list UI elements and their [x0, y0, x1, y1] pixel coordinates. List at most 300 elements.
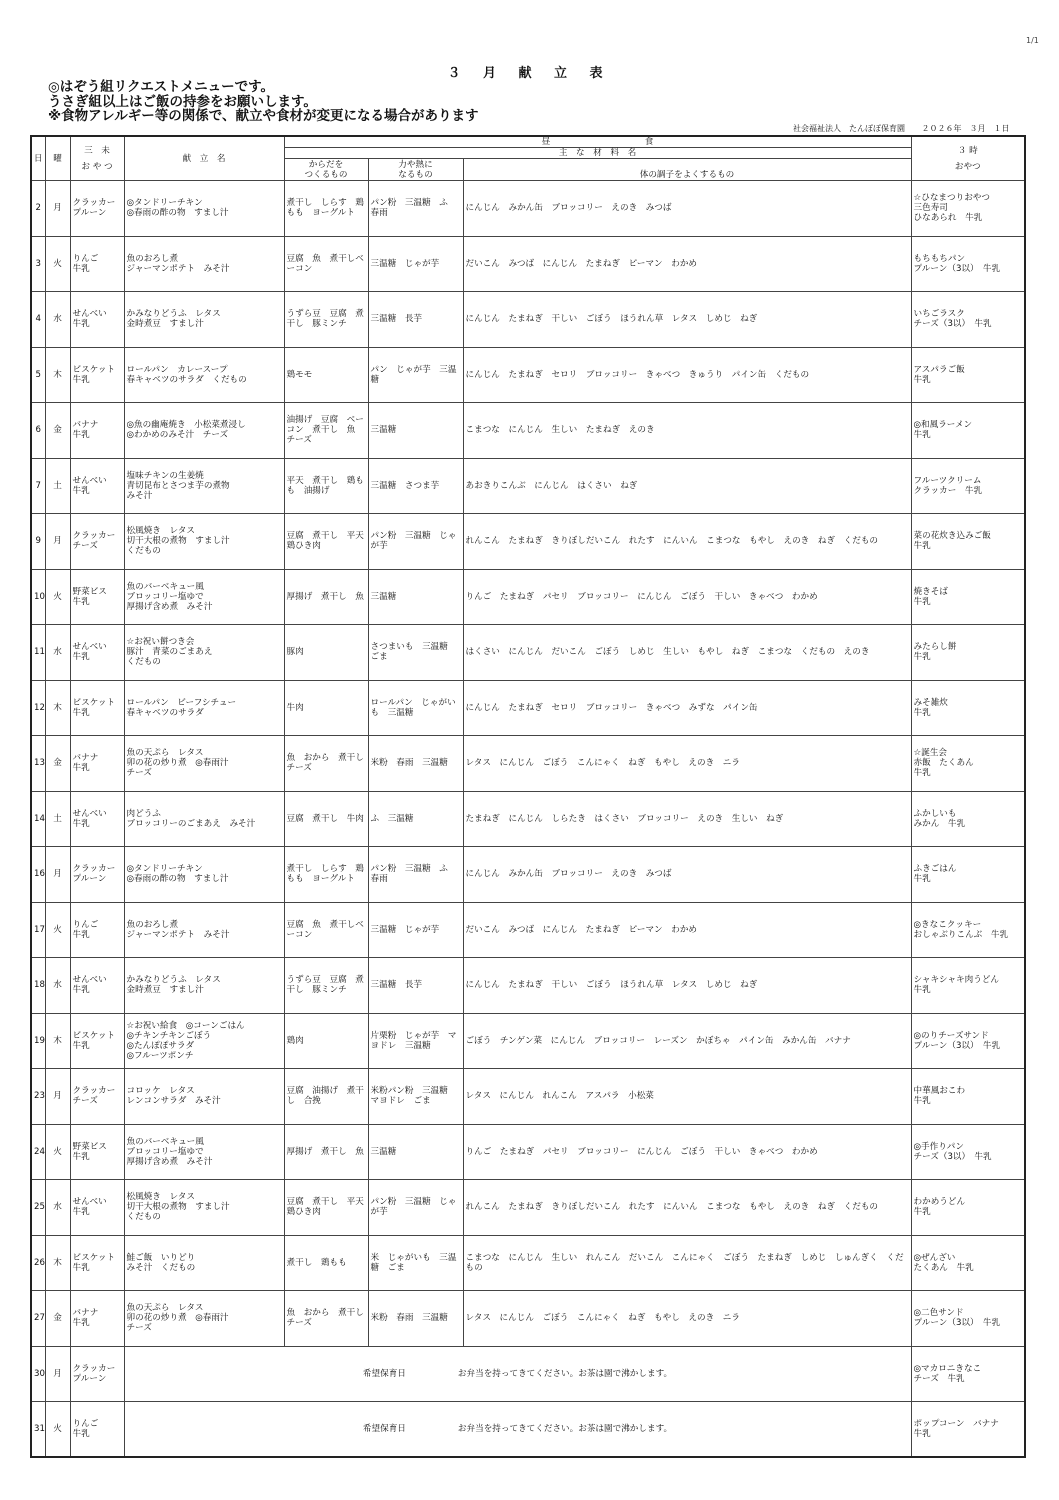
menu-line: 松風焼き レタス [126, 1192, 195, 1203]
day-cell: 17 [31, 902, 45, 958]
header-energy-line1: 力や熱に [398, 159, 433, 170]
snack-pm-line: 牛乳 [913, 1207, 931, 1218]
energy-ingredients-cell: さつまいも 三温糖 ごま [368, 625, 463, 681]
day-cell: 9 [31, 514, 45, 570]
table-row [31, 958, 1025, 1014]
menu-table [30, 135, 1026, 1458]
menu-cell [124, 1124, 284, 1180]
menu-line: ブロッコリーのごまあえ みそ汁 [126, 818, 256, 829]
table-row [31, 1013, 1025, 1069]
snack-am-cell [70, 1124, 124, 1180]
body-ingredients-cell: 鶏肉 [284, 1013, 368, 1069]
snack-am-line: せんべい [72, 975, 107, 986]
note-line: ※食物アレルギー等の関係で、献立や食材が変更になる場合があります [48, 108, 479, 124]
snack-am-cell [70, 292, 124, 348]
menu-cell [124, 1235, 284, 1291]
body-ingredients-cell: うずら豆 豆腐 煮干し 豚ミンチ [284, 958, 368, 1014]
weekday-cell: 木 [45, 1235, 70, 1291]
snack-pm-line: ☆ひなまつりおやつ [913, 193, 990, 204]
notes [48, 80, 478, 124]
snack-am-cell [70, 736, 124, 792]
snack-pm-cell [911, 569, 1025, 625]
body-ingredients-cell: 煮干し しらす 鶏もも ヨーグルト [284, 847, 368, 903]
snack-pm-line: みそ雑炊 [913, 697, 948, 708]
snack-am-cell [70, 569, 124, 625]
organization-name: 社会福祉法人 たんぽぽ保育園 [793, 124, 905, 133]
snack-pm-cell [911, 1346, 1025, 1402]
table-row [31, 1235, 1025, 1291]
note-line: ◎はぞう組リクエストメニューです。 [48, 79, 275, 95]
table-row [31, 458, 1025, 514]
snack-pm-line: アスパラご飯 [913, 364, 965, 375]
menu-line: 魚のバーベキュー風 [126, 1136, 204, 1147]
table-row [31, 736, 1025, 792]
snack-am-line: 牛乳 [72, 1318, 90, 1329]
menu-line: レンコンサラダ みそ汁 [126, 1096, 221, 1107]
table-row [31, 1291, 1025, 1347]
energy-ingredients-cell: 三温糖 [368, 1124, 463, 1180]
menu-cell [124, 791, 284, 847]
snack-pm-line: 焼きそば [913, 586, 948, 597]
menu-line: ◎わかめのみそ汁 チーズ [126, 430, 229, 441]
body-ingredients-cell: 牛肉 [284, 680, 368, 736]
day-cell: 5 [31, 347, 45, 403]
snack-am-line: 牛乳 [72, 263, 90, 274]
snack-am-line: 野菜ビス [72, 1141, 107, 1152]
menu-line: ロールパン カレースープ [126, 364, 228, 375]
menu-line: ジャーマンポテト みそ汁 [126, 263, 230, 274]
menu-line: かみなりどうふ レタス [126, 309, 221, 320]
snack-pm-cell [911, 1124, 1025, 1180]
body-ingredients-cell: 豆腐 魚 煮干しベーコン [284, 236, 368, 292]
snack-am-line: クラッカー [72, 198, 116, 209]
body-ingredients-cell: 平天 煮干し 鶏もも 油揚げ [284, 458, 368, 514]
day-cell: 16 [31, 847, 45, 903]
header-energy-line2: なるもの [398, 169, 433, 180]
snack-pm-line: 牛乳 [913, 430, 931, 441]
weekday-cell: 火 [45, 569, 70, 625]
snack-am-line: りんご [72, 1419, 99, 1429]
snack-pm-cell [911, 1235, 1025, 1291]
table-row [31, 847, 1025, 903]
condition-ingredients-cell: ごぼう チンゲン菜 にんじん ブロッコリー レーズン かぼちゃ パイン缶 みかん缶 バナナ [463, 1013, 911, 1069]
menu-cell [124, 236, 284, 292]
snack-am-line: バナナ [72, 420, 99, 431]
weekday-cell: 土 [45, 458, 70, 514]
menu-line: 卯の花の炒り煮 ◎春雨汁 [126, 758, 229, 769]
menu-line: 厚揚げ含め煮 みそ汁 [126, 1156, 213, 1167]
header-snack-pm [911, 136, 1025, 181]
snack-pm-line: 菜の花炊き込みご飯 [913, 531, 991, 542]
body-ingredients-cell: 豆腐 煮干し 牛肉 [284, 791, 368, 847]
condition-ingredients-cell: りんご たまねぎ パセリ ブロッコリー にんじん ごぼう 干しい きゃべつ わかめ [463, 569, 911, 625]
menu-line: 塩味チキンの生姜焼 [126, 470, 204, 481]
snack-pm-line: いちごラスク [913, 309, 965, 320]
snack-pm-line: 牛乳 [913, 652, 931, 663]
energy-ingredients-cell: 米 じゃがいも 三温糖 ごま [368, 1235, 463, 1291]
energy-ingredients-cell: 片栗粉 じゃが芋 マヨドレ 三温糖 [368, 1013, 463, 1069]
hope-day-label: 希望保育日 [362, 1368, 406, 1379]
condition-ingredients-cell: りんご たまねぎ パセリ ブロッコリー にんじん ごぼう 干しい きゃべつ わかめ [463, 1124, 911, 1180]
menu-cell [124, 569, 284, 625]
energy-ingredients-cell: 米粉 春雨 三温糖 [368, 1291, 463, 1347]
snack-pm-line: ポップコーン バナナ [913, 1419, 999, 1429]
snack-pm-line: ◎マカロニきなこ [913, 1363, 982, 1374]
body-ingredients-cell: 厚揚げ 煮干し 魚 [284, 569, 368, 625]
day-cell: 2 [31, 181, 45, 237]
energy-ingredients-cell: 三温糖 さつま芋 [368, 458, 463, 514]
energy-ingredients-cell: パン じゃが芋 三温糖 [368, 347, 463, 403]
body-ingredients-cell: 豆腐 煮干し 平天 鶏ひき肉 [284, 514, 368, 570]
snack-pm-line: ◎二色サンド [913, 1308, 964, 1319]
snack-pm-line: 赤飯 たくあん [913, 758, 974, 769]
snack-pm-line: ふかしいも [913, 808, 957, 819]
snack-am-line: ビスケット [72, 1030, 116, 1041]
snack-am-cell [70, 1069, 124, 1125]
snack-am-cell [70, 181, 124, 237]
snack-am-cell [70, 347, 124, 403]
header-body [284, 159, 368, 181]
condition-ingredients-cell: だいこん みつば にんじん たまねぎ ピーマン わかめ [463, 236, 911, 292]
snack-pm-line: 牛乳 [913, 541, 931, 552]
day-cell: 19 [31, 1013, 45, 1069]
snack-am-line: ビスケット [72, 1252, 116, 1263]
menu-cell [124, 292, 284, 348]
snack-am-line: 牛乳 [72, 929, 90, 940]
energy-ingredients-cell: 米粉 春雨 三温糖 [368, 736, 463, 792]
weekday-cell: 水 [45, 1180, 70, 1236]
table-row [31, 791, 1025, 847]
menu-line: ◎春雨の酢の物 すまし汁 [126, 208, 229, 219]
snack-am-cell [70, 514, 124, 570]
snack-pm-line: ◎手作りパン [913, 1141, 964, 1152]
snack-pm-cell [911, 791, 1025, 847]
weekday-cell: 月 [45, 847, 70, 903]
table-row [31, 181, 1025, 237]
snack-am-line: 牛乳 [72, 596, 90, 607]
snack-am-line: りんご [72, 919, 99, 930]
body-ingredients-cell: 豚肉 [284, 625, 368, 681]
menu-line: ジャーマンポテト みそ汁 [126, 929, 230, 940]
table-row [31, 902, 1025, 958]
energy-ingredients-cell: パン粉 三温糖 ふ 春雨 [368, 181, 463, 237]
snack-pm-line: みかん 牛乳 [913, 818, 966, 829]
issue-date: ２０２６年 ３月 １日 [921, 124, 1010, 133]
snack-am-cell [70, 458, 124, 514]
condition-ingredients-cell: れんこん たまねぎ きりぼしだいこん れたす にんいん こまつな もやし えのき ねぎ くだもの [463, 1180, 911, 1236]
snack-pm-line: プルーン（3以） 牛乳 [913, 263, 1001, 274]
snack-am-line: プルーン [72, 1373, 107, 1384]
energy-ingredients-cell: 三温糖 [368, 569, 463, 625]
snack-pm-cell [911, 847, 1025, 903]
condition-ingredients-cell: にんじん たまねぎ セロリ ブロッコリー きゃべつ みずな パイン缶 [463, 680, 911, 736]
snack-pm-line: 牛乳 [913, 1096, 931, 1107]
condition-ingredients-cell: にんじん みかん缶 ブロッコリー えのき みつば [463, 181, 911, 237]
menu-line: ◎春雨の酢の物 すまし汁 [126, 874, 229, 885]
snack-pm-cell [911, 1069, 1025, 1125]
snack-pm-line: チーズ（3以） 牛乳 [913, 1151, 992, 1162]
menu-cell [124, 1291, 284, 1347]
condition-ingredients-cell: こまつな にんじん 生しい れんこん だいこん こんにゃく ごぼう たまねぎ しめじ しゅんぎく くだもの [463, 1235, 911, 1291]
menu-cell [124, 514, 284, 570]
snack-am-line: せんべい [72, 642, 107, 653]
table-row [31, 292, 1025, 348]
snack-am-line: 野菜ビス [72, 586, 107, 597]
snack-pm-line: おしゃぶりこんぶ 牛乳 [913, 929, 1009, 940]
menu-line: 切干大根の煮物 すまし汁 [126, 536, 230, 547]
hope-day-cell [124, 1402, 911, 1458]
snack-am-line: バナナ [72, 753, 99, 764]
snack-pm-line: 牛乳 [913, 768, 931, 779]
menu-line: ☆お祝い給食 ◎コーンごはん [126, 1020, 245, 1031]
snack-pm-line: シャキシャキ肉うどん [913, 975, 1000, 986]
snack-am-line: 牛乳 [72, 818, 90, 829]
menu-cell [124, 1180, 284, 1236]
snack-am-cell [70, 236, 124, 292]
energy-ingredients-cell: パン粉 三温糖 ふ 春雨 [368, 847, 463, 903]
table-row [31, 514, 1025, 570]
body-ingredients-cell: 魚 おから 煮干し チーズ [284, 1291, 368, 1347]
snack-pm-cell [911, 236, 1025, 292]
snack-pm-line: プルーン（3以） 牛乳 [913, 1318, 1001, 1329]
snack-am-line: せんべい [72, 309, 107, 320]
snack-am-line: せんべい [72, 1197, 107, 1208]
body-ingredients-cell: 豆腐 魚 煮干しベーコン [284, 902, 368, 958]
snack-am-line: チーズ [72, 1096, 98, 1107]
snack-pm-line: ひなあられ 牛乳 [913, 213, 983, 224]
snack-pm-cell [911, 458, 1025, 514]
snack-pm-line: 牛乳 [913, 985, 931, 996]
hope-day-text: お弁当を持ってきてください。お茶は園で沸かします。 [457, 1368, 673, 1379]
body-ingredients-cell: 油揚げ 豆腐 ベーコン 煮干し 魚 チーズ [284, 403, 368, 459]
table-row [31, 403, 1025, 459]
condition-ingredients-cell: こまつな にんじん 生しい たまねぎ えのき [463, 403, 911, 459]
snack-am-line: 牛乳 [72, 485, 90, 496]
weekday-cell: 木 [45, 347, 70, 403]
header-day: 日 [31, 136, 45, 181]
hope-day-cell [124, 1346, 911, 1402]
snack-am-line: 牛乳 [72, 763, 90, 774]
snack-am-cell [70, 1180, 124, 1236]
header-snack-pm-top: ３ 時 [957, 145, 978, 156]
snack-pm-line: ◎きなこクッキー [913, 919, 982, 930]
table-row [31, 625, 1025, 681]
snack-am-line: クラッカー [72, 531, 116, 542]
snack-am-cell [70, 847, 124, 903]
menu-line: 金時煮豆 すまし汁 [126, 319, 204, 330]
header-energy [368, 159, 463, 181]
snack-am-line: ビスケット [72, 697, 116, 708]
snack-pm-line: 三色寿司 [913, 203, 948, 214]
menu-line: 魚のおろし煮 [126, 919, 179, 930]
snack-pm-line: ふきごはん [913, 864, 957, 875]
snack-pm-line: ☆誕生会 [913, 748, 948, 759]
energy-ingredients-cell: 三温糖 じゃが芋 [368, 236, 463, 292]
energy-ingredients-cell: 三温糖 長芋 [368, 292, 463, 348]
menu-line: 厚揚げ含め煮 みそ汁 [126, 601, 213, 612]
snack-pm-cell [911, 1402, 1025, 1458]
menu-line: ロールパン ビーフシチュー [126, 697, 237, 708]
snack-am-cell [70, 680, 124, 736]
snack-pm-line: 中華風おこわ [913, 1086, 966, 1097]
menu-cell [124, 1069, 284, 1125]
body-ingredients-cell: 豆腐 煮干し 平天 鶏ひき肉 [284, 1180, 368, 1236]
condition-ingredients-cell: にんじん たまねぎ セロリ ブロッコリー きゃべつ きゅうり パイン缶 くだもの [463, 347, 911, 403]
snack-pm-line: わかめうどん [913, 1197, 966, 1208]
table-row [31, 1402, 1025, 1458]
snack-pm-line: みたらし餅 [913, 642, 957, 653]
snack-am-line: 牛乳 [72, 1207, 90, 1218]
body-ingredients-cell: うずら豆 豆腐 煮干し 豚ミンチ [284, 292, 368, 348]
menu-line: ◎タンドリーチキン [126, 864, 203, 875]
snack-pm-cell [911, 680, 1025, 736]
day-cell: 13 [31, 736, 45, 792]
snack-pm-line: ◎のりチーズサンド [913, 1030, 989, 1041]
header-menu: 献 立 名 [124, 136, 284, 181]
menu-line: 魚の天ぷら レタス [126, 748, 204, 759]
table-row [31, 347, 1025, 403]
condition-ingredients-cell: あおきりこんぶ にんじん はくさい ねぎ [463, 458, 911, 514]
day-cell: 31 [31, 1402, 45, 1458]
weekday-cell: 金 [45, 1291, 70, 1347]
menu-line: みそ汁 [126, 490, 153, 501]
snack-pm-line: 牛乳 [913, 374, 931, 385]
header-condition-spacer [463, 159, 911, 170]
snack-pm-cell [911, 403, 1025, 459]
menu-line: くだもの [126, 1212, 161, 1223]
snack-am-cell [70, 958, 124, 1014]
snack-pm-cell [911, 625, 1025, 681]
weekday-cell: 木 [45, 680, 70, 736]
table-row [31, 236, 1025, 292]
snack-am-line: 牛乳 [72, 1262, 90, 1273]
snack-am-cell [70, 902, 124, 958]
snack-am-line: クラッカー [72, 864, 116, 875]
menu-rows [31, 181, 1025, 1458]
energy-ingredients-cell: 三温糖 [368, 403, 463, 459]
day-cell: 26 [31, 1235, 45, 1291]
header-lunch: 昼 食 [284, 136, 911, 148]
menu-cell [124, 736, 284, 792]
note-line: うさぎ組以上はご飯の持参をお願いします。 [48, 93, 317, 110]
weekday-cell: 火 [45, 236, 70, 292]
weekday-cell: 水 [45, 625, 70, 681]
snack-am-line: 牛乳 [72, 707, 90, 718]
energy-ingredients-cell: 米粉パン粉 三温糖 マヨドレ ごま [368, 1069, 463, 1125]
menu-cell [124, 458, 284, 514]
condition-ingredients-cell: にんじん みかん缶 ブロッコリー えのき みつば [463, 847, 911, 903]
snack-am-cell [70, 1235, 124, 1291]
snack-pm-cell [911, 514, 1025, 570]
menu-line: 松風焼き レタス [126, 526, 195, 537]
weekday-cell: 水 [45, 292, 70, 348]
menu-line: ◎フルーツポンチ [126, 1050, 194, 1061]
snack-am-cell [70, 625, 124, 681]
menu-line: 春キャベツのサラダ [126, 707, 204, 718]
hope-day-text: お弁当を持ってきてください。お茶は園で沸かします。 [457, 1424, 673, 1434]
condition-ingredients-cell: れんこん たまねぎ きりぼしだいこん れたす にんいん こまつな もやし えのき ねぎ くだもの [463, 514, 911, 570]
header-weekday: 曜 [45, 136, 70, 181]
menu-line: 豚汁 青菜のごまあえ [126, 647, 213, 658]
body-ingredients-cell: 厚揚げ 煮干し 魚 [284, 1124, 368, 1180]
table-row [31, 1180, 1025, 1236]
day-cell: 30 [31, 1346, 45, 1402]
snack-am-line: 牛乳 [72, 430, 90, 441]
snack-pm-cell [911, 347, 1025, 403]
snack-pm-cell [911, 292, 1025, 348]
day-cell: 23 [31, 1069, 45, 1125]
weekday-cell: 火 [45, 1124, 70, 1180]
snack-pm-line: ◎ぜんざい [913, 1252, 956, 1263]
menu-line: ブロッコリー塩ゆで [126, 591, 204, 602]
snack-am-line: ビスケット [72, 364, 116, 375]
menu-cell [124, 403, 284, 459]
weekday-cell: 火 [45, 902, 70, 958]
snack-am-line: せんべい [72, 475, 107, 486]
condition-ingredients-cell: だいこん みつば にんじん たまねぎ ピーマン わかめ [463, 902, 911, 958]
day-cell: 25 [31, 1180, 45, 1236]
condition-ingredients-cell: はくさい にんじん だいこん ごぼう しめじ 生しい もやし ねぎ こまつな くだもの えのき [463, 625, 911, 681]
snack-am-cell [70, 403, 124, 459]
day-cell: 3 [31, 236, 45, 292]
menu-line: 春キャベツのサラダ くだもの [126, 374, 247, 385]
snack-am-line: クラッカー [72, 1086, 116, 1097]
header-body-line1: からだを [308, 159, 344, 170]
weekday-cell: 火 [45, 1402, 70, 1458]
body-ingredients-cell: 煮干し 鶏もも [284, 1235, 368, 1291]
snack-pm-line: 牛乳 [913, 596, 931, 607]
table-row [31, 1124, 1025, 1180]
menu-line: ブロッコリー塩ゆで [126, 1146, 204, 1157]
menu-line: チーズ [126, 768, 152, 779]
snack-am-cell [70, 1013, 124, 1069]
menu-line: ◎チキンチキンごぼう [126, 1030, 212, 1041]
snack-am-cell [70, 1291, 124, 1347]
header-condition: 体の調子をよくするもの [463, 170, 911, 181]
snack-pm-line: チーズ 牛乳 [913, 1373, 965, 1384]
body-ingredients-cell: 魚 おから 煮干し チーズ [284, 736, 368, 792]
snack-pm-line: チーズ（3以） 牛乳 [913, 319, 992, 330]
menu-line: ◎たんぽぽサラダ [126, 1040, 195, 1051]
weekday-cell: 月 [45, 181, 70, 237]
snack-pm-cell [911, 1180, 1025, 1236]
menu-line: 魚のバーベキュー風 [126, 581, 204, 592]
header-snack-pm-bottom: おやつ [954, 161, 981, 172]
day-cell: 24 [31, 1124, 45, 1180]
condition-ingredients-cell: にんじん たまねぎ 干しい ごぼう ほうれん草 レタス しめじ ねぎ [463, 958, 911, 1014]
table-row [31, 569, 1025, 625]
snack-pm-line: 牛乳 [913, 707, 931, 718]
body-ingredients-cell: 煮干し しらす 鶏もも ヨーグルト [284, 181, 368, 237]
menu-cell [124, 902, 284, 958]
snack-pm-line: 牛乳 [913, 1429, 931, 1439]
weekday-cell: 木 [45, 1013, 70, 1069]
snack-pm-cell [911, 958, 1025, 1014]
header-body-line2: つくるもの [304, 169, 348, 180]
weekday-cell: 水 [45, 958, 70, 1014]
snack-am-line: 牛乳 [72, 374, 90, 385]
menu-line: みそ汁 くだもの [126, 1262, 196, 1273]
snack-am-line: 牛乳 [72, 1429, 90, 1439]
snack-am-cell [70, 1402, 124, 1458]
snack-am-line: 牛乳 [72, 319, 90, 330]
organization-line [793, 123, 1024, 134]
menu-line: 鮭ご飯 いりどり [126, 1252, 196, 1263]
snack-pm-line: たくあん 牛乳 [913, 1262, 974, 1273]
header-snack-am [70, 136, 124, 181]
menu-line: くだもの [126, 657, 161, 668]
snack-pm-cell [911, 181, 1025, 237]
